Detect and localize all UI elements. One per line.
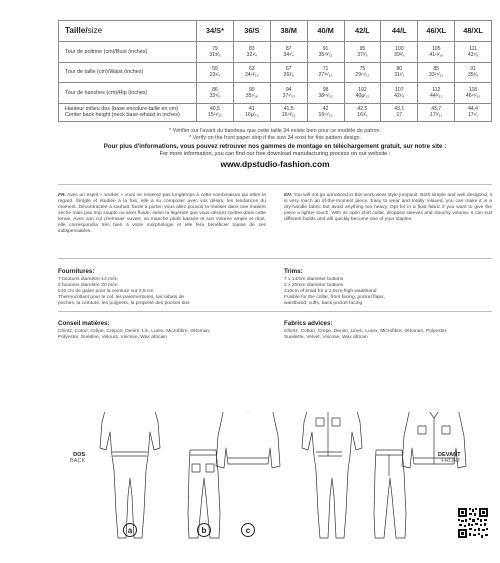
size-head-cell: 38/M	[270, 21, 307, 42]
list-item: Thermocollant pour le col, les parementures, les rabats de	[58, 295, 185, 301]
measure-cell: 67 26³⁄₈	[270, 62, 307, 83]
note-info-en: For more information, you can find our free download manufacturing process on our website :	[159, 150, 391, 157]
measure-cell: 79 31±⁄₈	[197, 42, 234, 63]
measure-cell: 85 33¹⁵⁄₃₂	[418, 62, 455, 83]
front-trousers-sketch	[374, 450, 406, 538]
list-item: 2 boutons diamètre 20 m/m	[58, 283, 118, 289]
fabrics-en-list	[284, 329, 492, 341]
divider	[58, 258, 492, 259]
description-fr	[58, 193, 266, 235]
list-item: 7 x 14mm diameter buttons	[284, 277, 344, 282]
note-verify-en: * Verify on the front paper strip if the size 34 exist for this pattern design.	[189, 135, 361, 142]
technical-drawings	[58, 412, 492, 560]
list-item: poches, la ceinture, les poignets, la propreté des poches dos	[58, 301, 190, 307]
divider	[58, 311, 492, 312]
size-chart-table	[58, 20, 492, 122]
measure-cell: 94 37¹⁄₃₂	[270, 83, 307, 104]
measure-cell: 44,4 17¹⁄₂	[455, 103, 492, 121]
list-item: waistband, cuffs, back pocket facing	[284, 301, 363, 307]
size-head-cell: 42/L	[344, 21, 381, 42]
front-view-label: DEVANT FRONT	[438, 452, 461, 465]
size-head-cell: 34/S*	[197, 21, 234, 42]
fabrics-fr-title: Conseil matières:	[58, 320, 110, 327]
size-head-cell: 40/M	[307, 21, 344, 42]
size-head-cell: 48/XL	[455, 21, 492, 42]
list-item: Fusible for the collar, front facing, pocket flaps,	[284, 295, 385, 301]
view-badge-b: b	[197, 523, 211, 537]
supplies-fr	[58, 268, 266, 307]
list-item: 7 boutons diamètre 14 m/m	[58, 277, 118, 282]
measure-label: Tour de hanches (cm)/Hip (inches)	[59, 83, 197, 104]
measure-cell: 41 16µ⁄₃₂	[233, 103, 270, 121]
fabrics-fr	[58, 320, 266, 341]
measure-cell: 87 34¹⁄₄	[270, 42, 307, 63]
measure-cell: 112 44³⁄₃₂	[418, 83, 455, 104]
supplies-fr-title: Fournitures:	[58, 268, 95, 275]
measure-label: Hauteur milieu dos (base encolure-taille en cm) Center back height (neck base-whaist in inches)	[59, 103, 197, 121]
trims-en-list	[284, 277, 492, 307]
measure-cell: 42,5 16³⁄₄	[344, 103, 381, 121]
size-head-cell: 36/S	[233, 21, 270, 42]
size-head-cell: 46/XL	[418, 21, 455, 42]
note-verify-fr: * Vérifier sur l'avant du bandeau que cette taille 34 existe bien pour ce modèle de patron.	[169, 128, 381, 134]
back-jumpsuit-sketch	[100, 412, 160, 538]
measure-cell: 71 27³¹⁄₃₂	[307, 62, 344, 83]
measure-cell: 91 35²³⁄₃₂	[307, 42, 344, 63]
fabrics-en	[284, 320, 492, 341]
trims-en	[284, 268, 492, 307]
measure-label: Tour de poitrine (cm)/Bust (inches)	[59, 42, 197, 63]
description-en-text: EN. You will not go unnoticed in this work-wear style jumpsuit. Both simple and well designed, it is very much an of-the-moment piece. Easy to wear and totally relaxed, you can make it in a dry-handle fabric but avoid anything too heavy. Opt for in a fluid fabric if you want to give the piece a lighter touch. With its open shirt collar, dropped sleeves and slouchy volume, it can suit different builds and will quickly become one of your staples.	[284, 193, 492, 223]
measure-cell: 43,7 17³⁄₃₂	[418, 103, 455, 121]
measure-cell: 102 40µ⁄₃₂	[344, 83, 381, 104]
measure-cell: 111 43⁷⁄₈	[455, 42, 492, 63]
size-header-row	[59, 21, 492, 42]
measure-cell: 95 37³⁄₈	[344, 42, 381, 63]
measure-cell: 107 42¹⁄₈	[381, 83, 418, 104]
front-jumpsuit-sketch	[302, 412, 362, 538]
view-badge-a: a	[123, 523, 137, 537]
measure-row-back-height	[59, 103, 492, 121]
measure-cell: 43,1 17	[381, 103, 418, 121]
view-badge-c: c	[241, 523, 255, 537]
description-fr-text: FR. Avec un esprit « worker » vous ne resterez pas longtemps à cette combinaison qui attire le regard. Simple et étudiée à la fois, elle a su composer avec vos désirs, les tendances du moment. Décontractée à souhait, facile à porter, vous allez pouvoir la réaliser dans une matière sèche mais pas trop souple ou alors fluide, selon la légèreté que vous désirez mettre dans cette tenue. Avec son col chemisier ouvert, sa manche pluôt bassée et son volume ample et droit, elle correspondra très bien à votre morphologie et elle fera bénéficier toutes de ses indispensables.	[58, 193, 266, 235]
measure-cell: 59 23¹⁄₄	[197, 62, 234, 83]
list-item: Chintz, Cotton, Crepe, Denim, Linen, Lurex, Microfibre, Ottoman, Polyester,	[284, 329, 448, 334]
pattern-notes	[58, 128, 492, 170]
qr-code-icon[interactable]	[457, 507, 489, 539]
list-item: 210cm of braid for a 2.5cm-high waistband	[284, 289, 377, 295]
measure-cell: 75 29¹⁷⁄₃₂	[344, 62, 381, 83]
garment-sketches	[58, 412, 492, 560]
size-head-cell: 44/L	[381, 21, 418, 42]
website-link[interactable]: www.dpstudio-fashion.com	[220, 159, 330, 170]
measure-cell: 118 46¹⁵⁄₃₂	[455, 83, 492, 104]
size-header-label: Taille/size	[59, 21, 197, 42]
fabrics-en-title: Fabrics advices:	[284, 320, 333, 327]
measure-cell: 91 35³⁄₈	[455, 62, 492, 83]
measure-row-waist	[59, 62, 492, 83]
measure-cell: 40,5 15³¹⁄₃₂	[197, 103, 234, 121]
measure-cell: 100 39³⁄₈	[381, 42, 418, 63]
list-item: Suedette, Velvet, Viscose, Wax african	[284, 335, 368, 341]
measure-cell: 41,5 16¹³⁄₁₆	[270, 103, 307, 121]
list-item: 2 x 20mm diameter buttons	[284, 283, 344, 289]
back-jacket-sketch	[216, 412, 280, 468]
measure-cell: 63 24¹³⁄₁₆	[233, 62, 270, 83]
measure-cell: 105 41¹³⁄₁₆	[418, 42, 455, 63]
trims-en-title: Trims:	[284, 268, 303, 275]
back-view-label: DOS BACK	[70, 452, 86, 465]
list-item: Chintz, Coton, Crêpe, Crépon, Denim, Lin, Lurex, Microfibre, Ottoman,	[58, 329, 211, 334]
supplies-fr-list	[58, 277, 266, 307]
measure-cell: 80 31¹⁄₂	[381, 62, 418, 83]
measure-cell: 90 35⁷⁄₁₆	[233, 83, 270, 104]
measure-row-hip	[59, 83, 492, 104]
list-item: 210 cm de galon pour la ceinture sur 2,5 cm	[58, 289, 154, 295]
measure-cell: 42 16¹⁷⁄₃₂	[307, 103, 344, 121]
description-en	[284, 193, 492, 223]
measure-row-bust	[59, 42, 492, 63]
measure-cell: 86 33⁵⁄₈	[197, 83, 234, 104]
measure-label: Tour de taille (cm)/Waist (inches)	[59, 62, 197, 83]
list-item: Polyester, Suédine, Velours, Viscose, Wax africain	[58, 335, 168, 341]
divider	[58, 184, 492, 185]
note-info-fr: Pour plus d'informations, vous pouvez retrouver nos gammes de montage en téléchargement gratuit, sur notre site :	[103, 142, 447, 150]
fabrics-fr-list	[58, 329, 266, 341]
measure-cell: 83 32¹⁄₄	[233, 42, 270, 63]
measure-cell: 98 38¹⁵⁄₃₂	[307, 83, 344, 104]
